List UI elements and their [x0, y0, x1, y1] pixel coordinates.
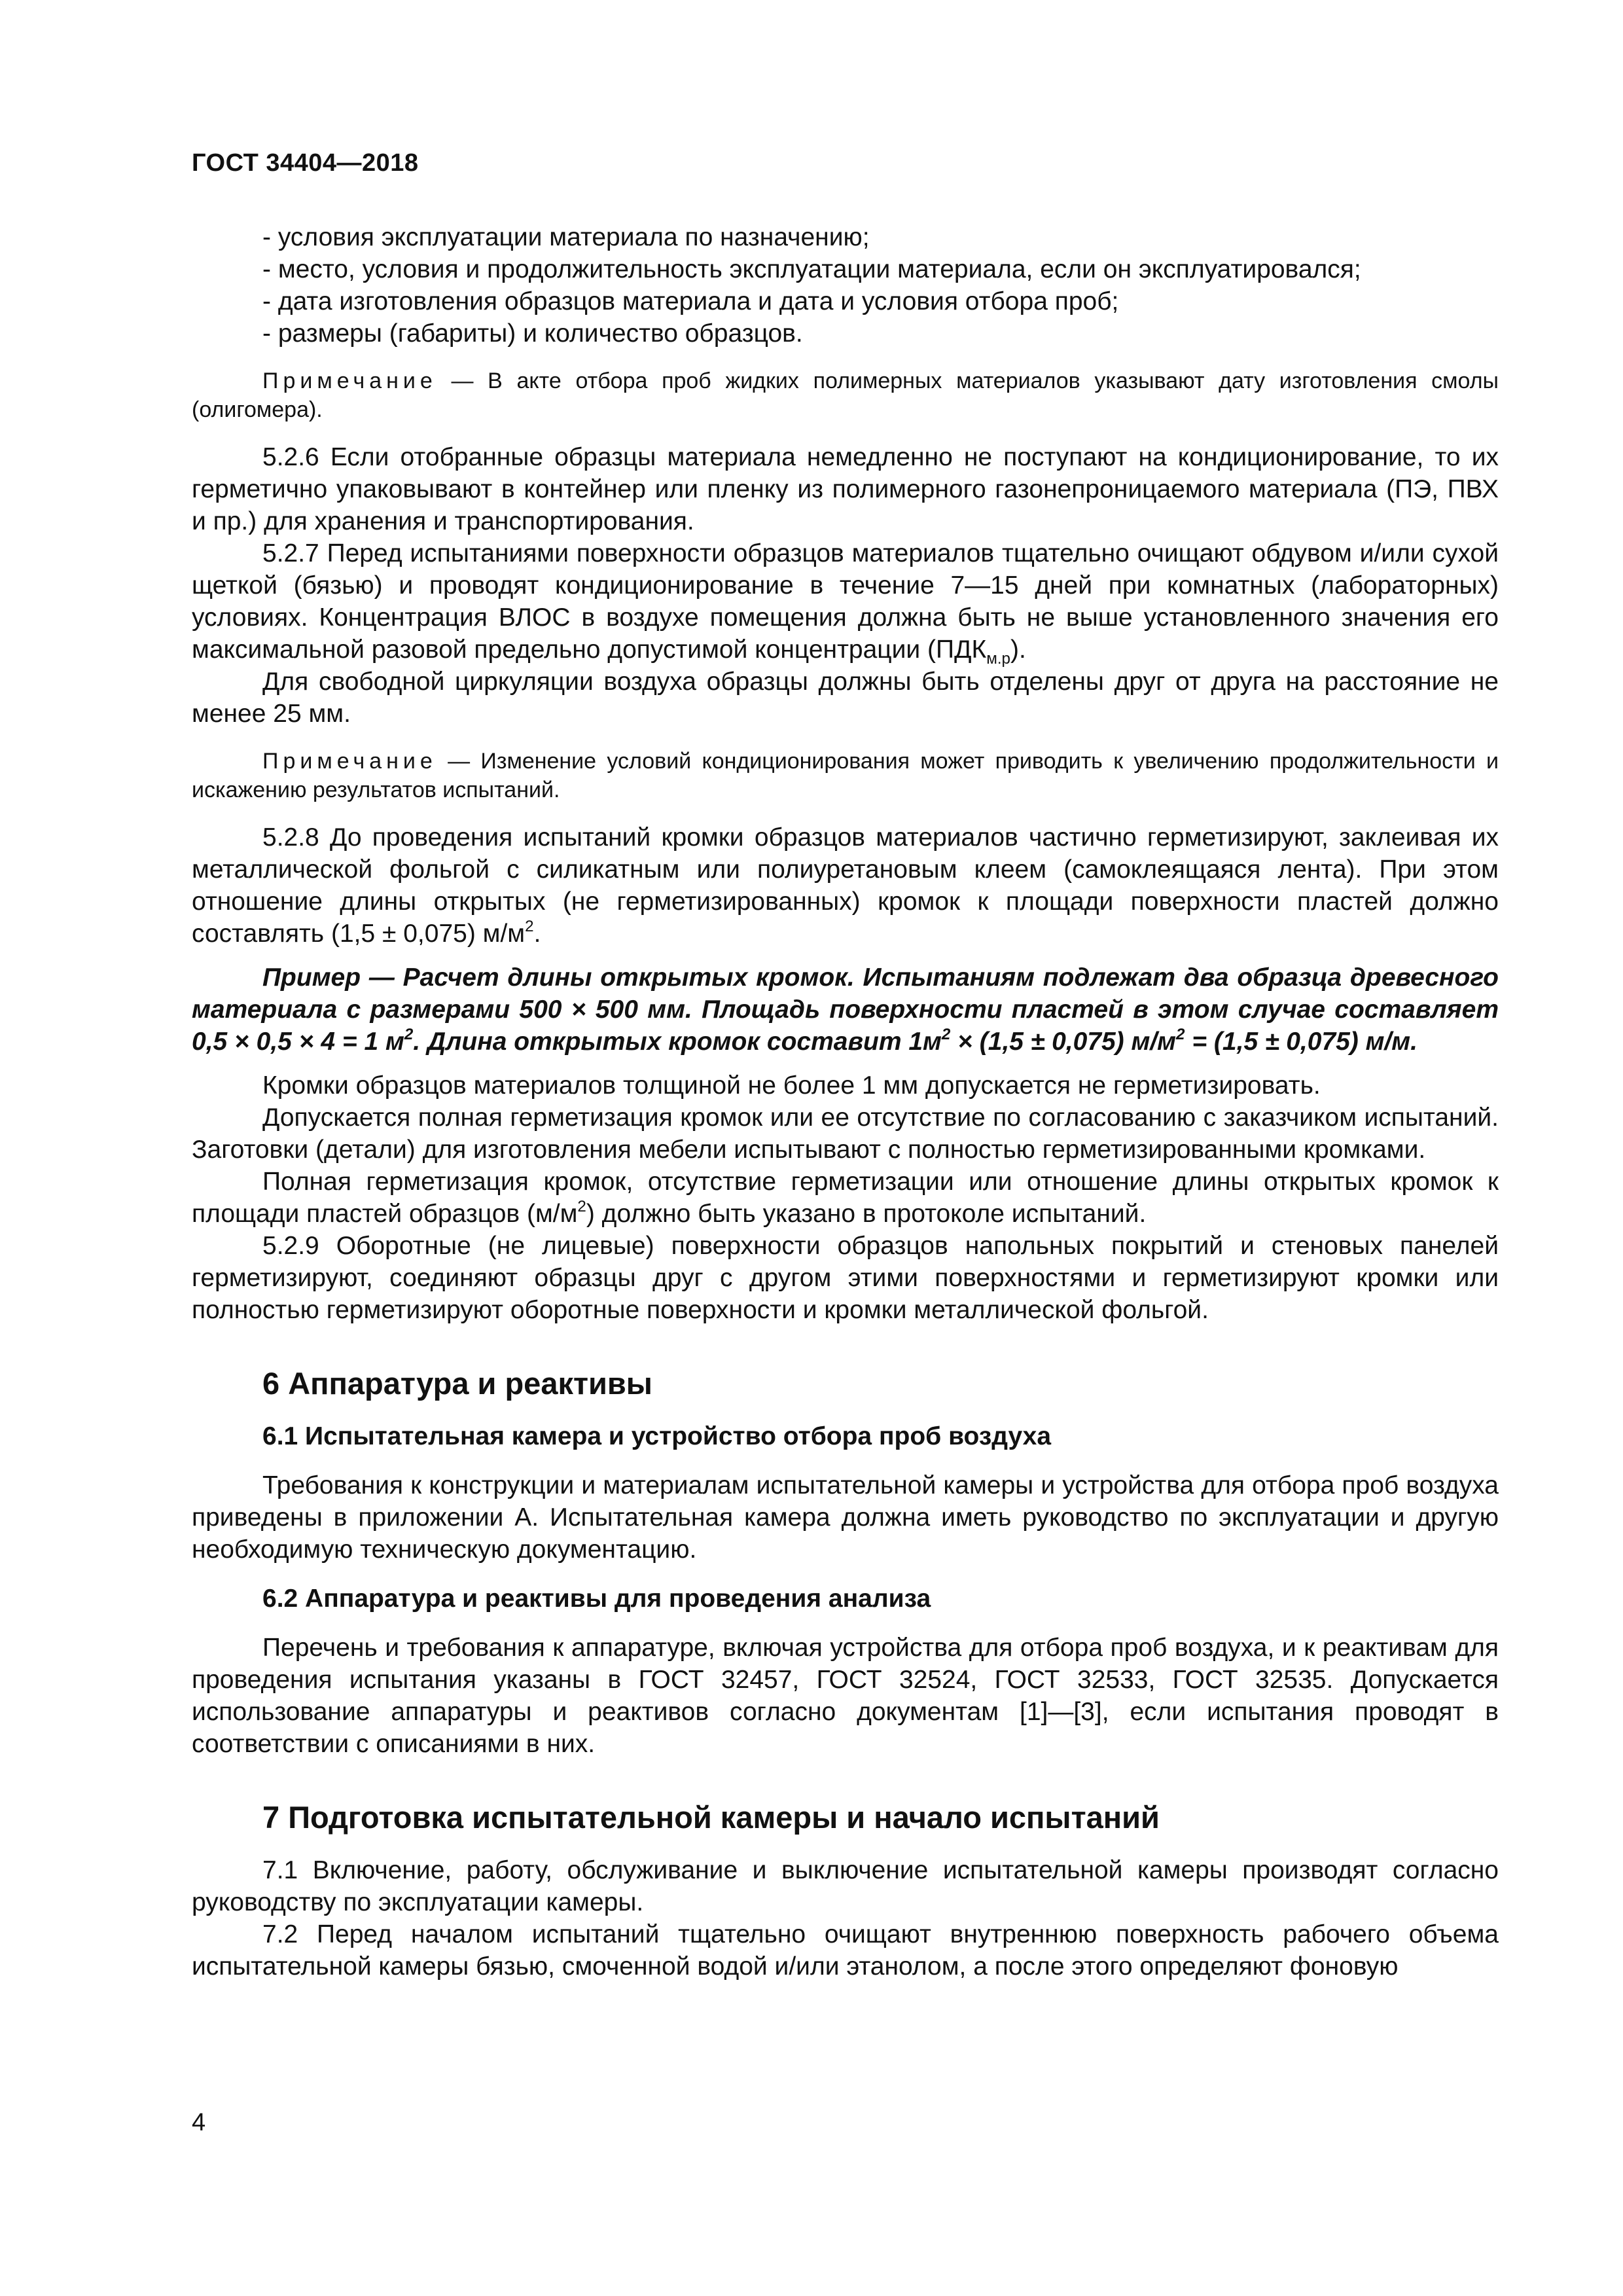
superscript: 2: [1176, 1025, 1185, 1043]
superscript: 2: [404, 1025, 414, 1043]
paragraph-text-end: ).: [1010, 636, 1026, 664]
note-text: — Изменение условий кондиционирования может приводить к увеличению продолжительности и искажению результатов испытаний.: [192, 749, 1499, 802]
list-item: - место, условия и продолжительность эксплуатации материала, если он эксплуатировался;: [262, 255, 1361, 283]
note-1: [192, 367, 1499, 424]
paragraph-5-2-9: 5.2.9 Оборотные (не лицевые) поверхности образцов напольных покрытий и стеновых панелей герметизируют, соединяют образцы друг с другом этими поверхностями и герметизируют кромки или полностью герметизируют оборотные поверхности и кромки металлической фольгой.: [192, 1232, 1499, 1324]
superscript: 2: [525, 917, 534, 935]
page-content: [192, 221, 1499, 1982]
list-item: - условия эксплуатации материала по назначению;: [262, 223, 870, 251]
paragraph-5-2-7: [192, 537, 1499, 666]
section-6-heading: 6 Аппаратура и реактивы: [262, 1366, 652, 1401]
paragraph-circulation: Для свободной циркуляции воздуха образцы должны быть отделены друг от друга на расстояние не менее 25 мм.: [192, 668, 1499, 728]
paragraph-5-2-8: [192, 821, 1499, 950]
example-text: = (1,5 ± 0,075) м/м.: [1185, 1028, 1418, 1056]
subsection-6-1-heading: 6.1 Испытательная камера и устройство отбора проб воздуха: [262, 1422, 1052, 1450]
paragraph-thin-edges: Кромки образцов материалов толщиной не более 1 мм допускается не герметизировать.: [262, 1071, 1321, 1100]
example-text: Пример — Расчет длины открытых кромок. Испытаниям подлежат два образца древесного материала с размерами 500 × 500 мм. Площадь поверхности пластей в этом случае составляет 0,5 × 0,5 × 4 = 1 м: [192, 963, 1499, 1056]
subscript: м.р: [986, 649, 1010, 668]
paragraph-text-end: .: [533, 920, 541, 948]
paragraph-text: 5.2.8 До проведения испытаний кромки образцов материалов частично герметизируют, заклеивая их металлической фольгой с силикатным или полиуретановым клеем (самоклеящаяся лента). При этом отношение длины открытых (не герметизированных) кромок к площади поверхности пластей должно составлять (1,5 ± 0,075) м/м: [192, 823, 1499, 948]
example-block: [192, 961, 1499, 1058]
note-text: — В акте отбора проб жидких полимерных материалов указывают дату изготовления смолы (олигомера).: [192, 368, 1499, 422]
list-item: - дата изготовления образцов материала и дата и условия отбора проб;: [262, 287, 1119, 315]
note-label: Примечание: [262, 749, 437, 774]
subsection-6-2-heading: 6.2 Аппаратура и реактивы для проведения анализа: [262, 1585, 931, 1613]
list-item: - размеры (габариты) и количество образцов.: [262, 319, 803, 348]
section-7-heading: 7 Подготовка испытательной камеры и начало испытаний: [262, 1800, 1160, 1835]
superscript: 2: [941, 1025, 951, 1043]
subsection-6-1-text: Требования к конструкции и материалам испытательной камеры и устройства для отбора проб воздуха приведены в приложении А. Испытательная камера должна иметь руководство по эксплуатации и другую необходимую техническую документацию.: [192, 1471, 1499, 1564]
paragraph-full-seal: Допускается полная герметизация кромок или ее отсутствие по согласованию с заказчиком испытаний. Заготовки (детали) для изготовления мебели испытывают с полностью герметизированными кромками.: [192, 1103, 1499, 1164]
paragraph-ratio: [192, 1166, 1499, 1230]
paragraph-text: 5.2.7 Перед испытаниями поверхности образцов материалов тщательно очищают обдувом и/или сухой щеткой (бязью) и проводят кондиционирование в течение 7—15 дней при комнатных (лабораторных) условиях. Концентрация ВЛОС в воздухе помещения должна быть не выше установленного значения его максимальной разовой предельно допустимой концентрации (ПДК: [192, 539, 1499, 664]
paragraph-7-1: 7.1 Включение, работу, обслуживание и выключение испытательной камеры производят согласно руководству по эксплуатации камеры.: [192, 1856, 1499, 1916]
superscript: 2: [577, 1197, 586, 1215]
note-label: Примечание: [262, 368, 437, 393]
paragraph-text: Полная герметизация кромок, отсутствие герметизации или отношение длины открытых кромок к площади пластей образцов (м/м: [192, 1168, 1499, 1228]
document-code-header: ГОСТ 34404—2018: [192, 149, 419, 177]
example-text: . Длина открытых кромок составит 1м: [413, 1028, 942, 1056]
example-text: × (1,5 ± 0,075) м/м: [950, 1028, 1177, 1056]
note-2: [192, 747, 1499, 804]
paragraph-5-2-6: 5.2.6 Если отобранные образцы материала немедленно не поступают на кондиционирование, то их герметично упаковывают в контейнер или пленку из полимерного газонепроницаемого материала (ПЭ, ПВХ и пр.) для хранения и транспортирования.: [192, 443, 1499, 535]
subsection-6-2-text: Перечень и требования к аппаратуре, включая устройства для отбора проб воздуха, и к реактивам для проведения испытания указаны в ГОСТ 32457, ГОСТ 32524, ГОСТ 32533, ГОСТ 32535. Допускается использование аппаратуры и реактивов согласно документам [1]—[3], если испытания проводят в соответствии с описаниями в них.: [192, 1634, 1499, 1758]
page-number: 4: [192, 2109, 206, 2136]
paragraph-7-2: 7.2 Перед началом испытаний тщательно очищают внутреннюю поверхность рабочего объема испытательной камеры бязью, смоченной водой и/или этанолом, а после этого определяют фоновую: [192, 1920, 1499, 1981]
paragraph-text-end: ) должно быть указано в протоколе испытаний.: [586, 1200, 1147, 1228]
